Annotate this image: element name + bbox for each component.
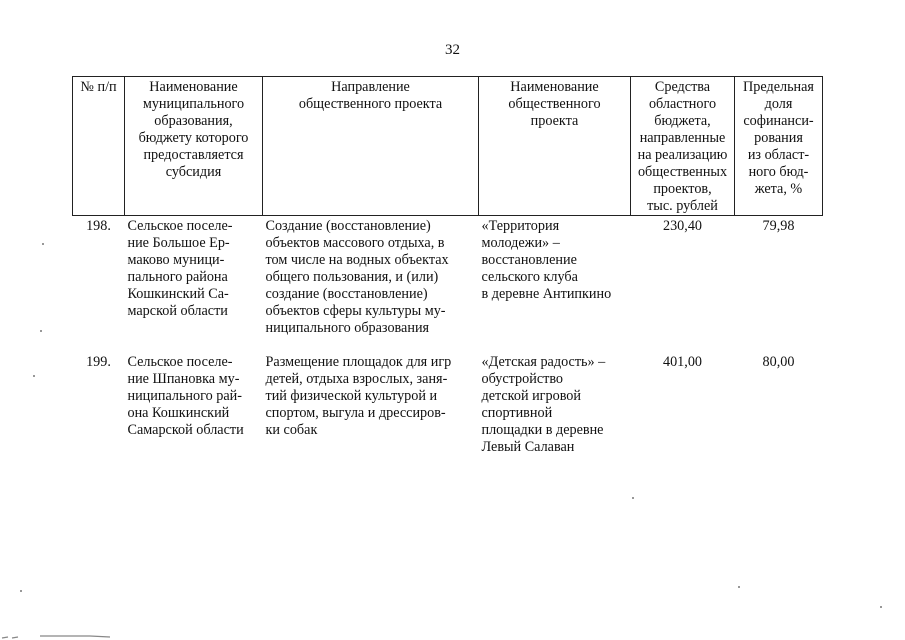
table-row — [73, 352, 823, 456]
scan-speck — [42, 243, 44, 245]
footer-scan-mark — [0, 628, 120, 640]
row-municipality: Сельское поселе- ние Большое Ер- маково муници- пального района Кошкинский Са- марской области — [127, 218, 233, 319]
row-funds: 230,40 — [662, 218, 702, 234]
row-share: 79,98 — [762, 218, 795, 234]
row-direction: Размещение площадок для игр детей, отдыха взрослых, заня- тий физической культурой и спортом, выгула и дрессиров- ки собак — [265, 354, 452, 438]
scan-speck — [20, 590, 22, 592]
scan-speck — [880, 606, 882, 608]
table-row — [73, 216, 823, 353]
subsidy-table — [72, 76, 823, 456]
scan-speck — [738, 586, 740, 588]
header-share: Предельная доля софинанси- рования из област- ного бюд- жета, % — [735, 77, 823, 216]
scan-speck — [632, 497, 634, 499]
header-direction: Направление общественного проекта — [263, 77, 479, 216]
header-num: № п/п — [73, 77, 125, 216]
header-project: Наименование общественного проекта — [479, 77, 631, 216]
row-num: 199. — [86, 354, 111, 370]
scan-speck — [40, 330, 42, 332]
row-municipality: Сельское поселе- ние Шпановка му- ниципального рай- она Кошкинский Самарской области — [127, 354, 244, 438]
row-funds: 401,00 — [662, 354, 702, 370]
scan-speck — [33, 375, 35, 377]
row-num: 198. — [86, 218, 111, 234]
row-direction: Создание (восстановление) объектов массового отдыха, в том числе на водных объектах общего пользования, и (или) создание (восстановление) объектов сферы культуры му- ниципального образования — [265, 218, 449, 336]
page-number: 32 — [445, 42, 460, 58]
row-project: «Территория молодежи» – восстановление сельского клуба в деревне Антипкино — [481, 218, 612, 302]
header-row — [73, 77, 823, 216]
header-municipality: Наименование муниципального образования, бюджету которого предоставляется субсидия — [125, 77, 263, 216]
row-share: 80,00 — [762, 354, 795, 370]
row-project: «Детская радость» – обустройство детской игровой спортивной площадки в деревне Левый Салаван — [481, 354, 606, 455]
header-funds: Средства областного бюджета, направленные на реализацию общественных проектов, тыс. рублей — [631, 77, 735, 216]
